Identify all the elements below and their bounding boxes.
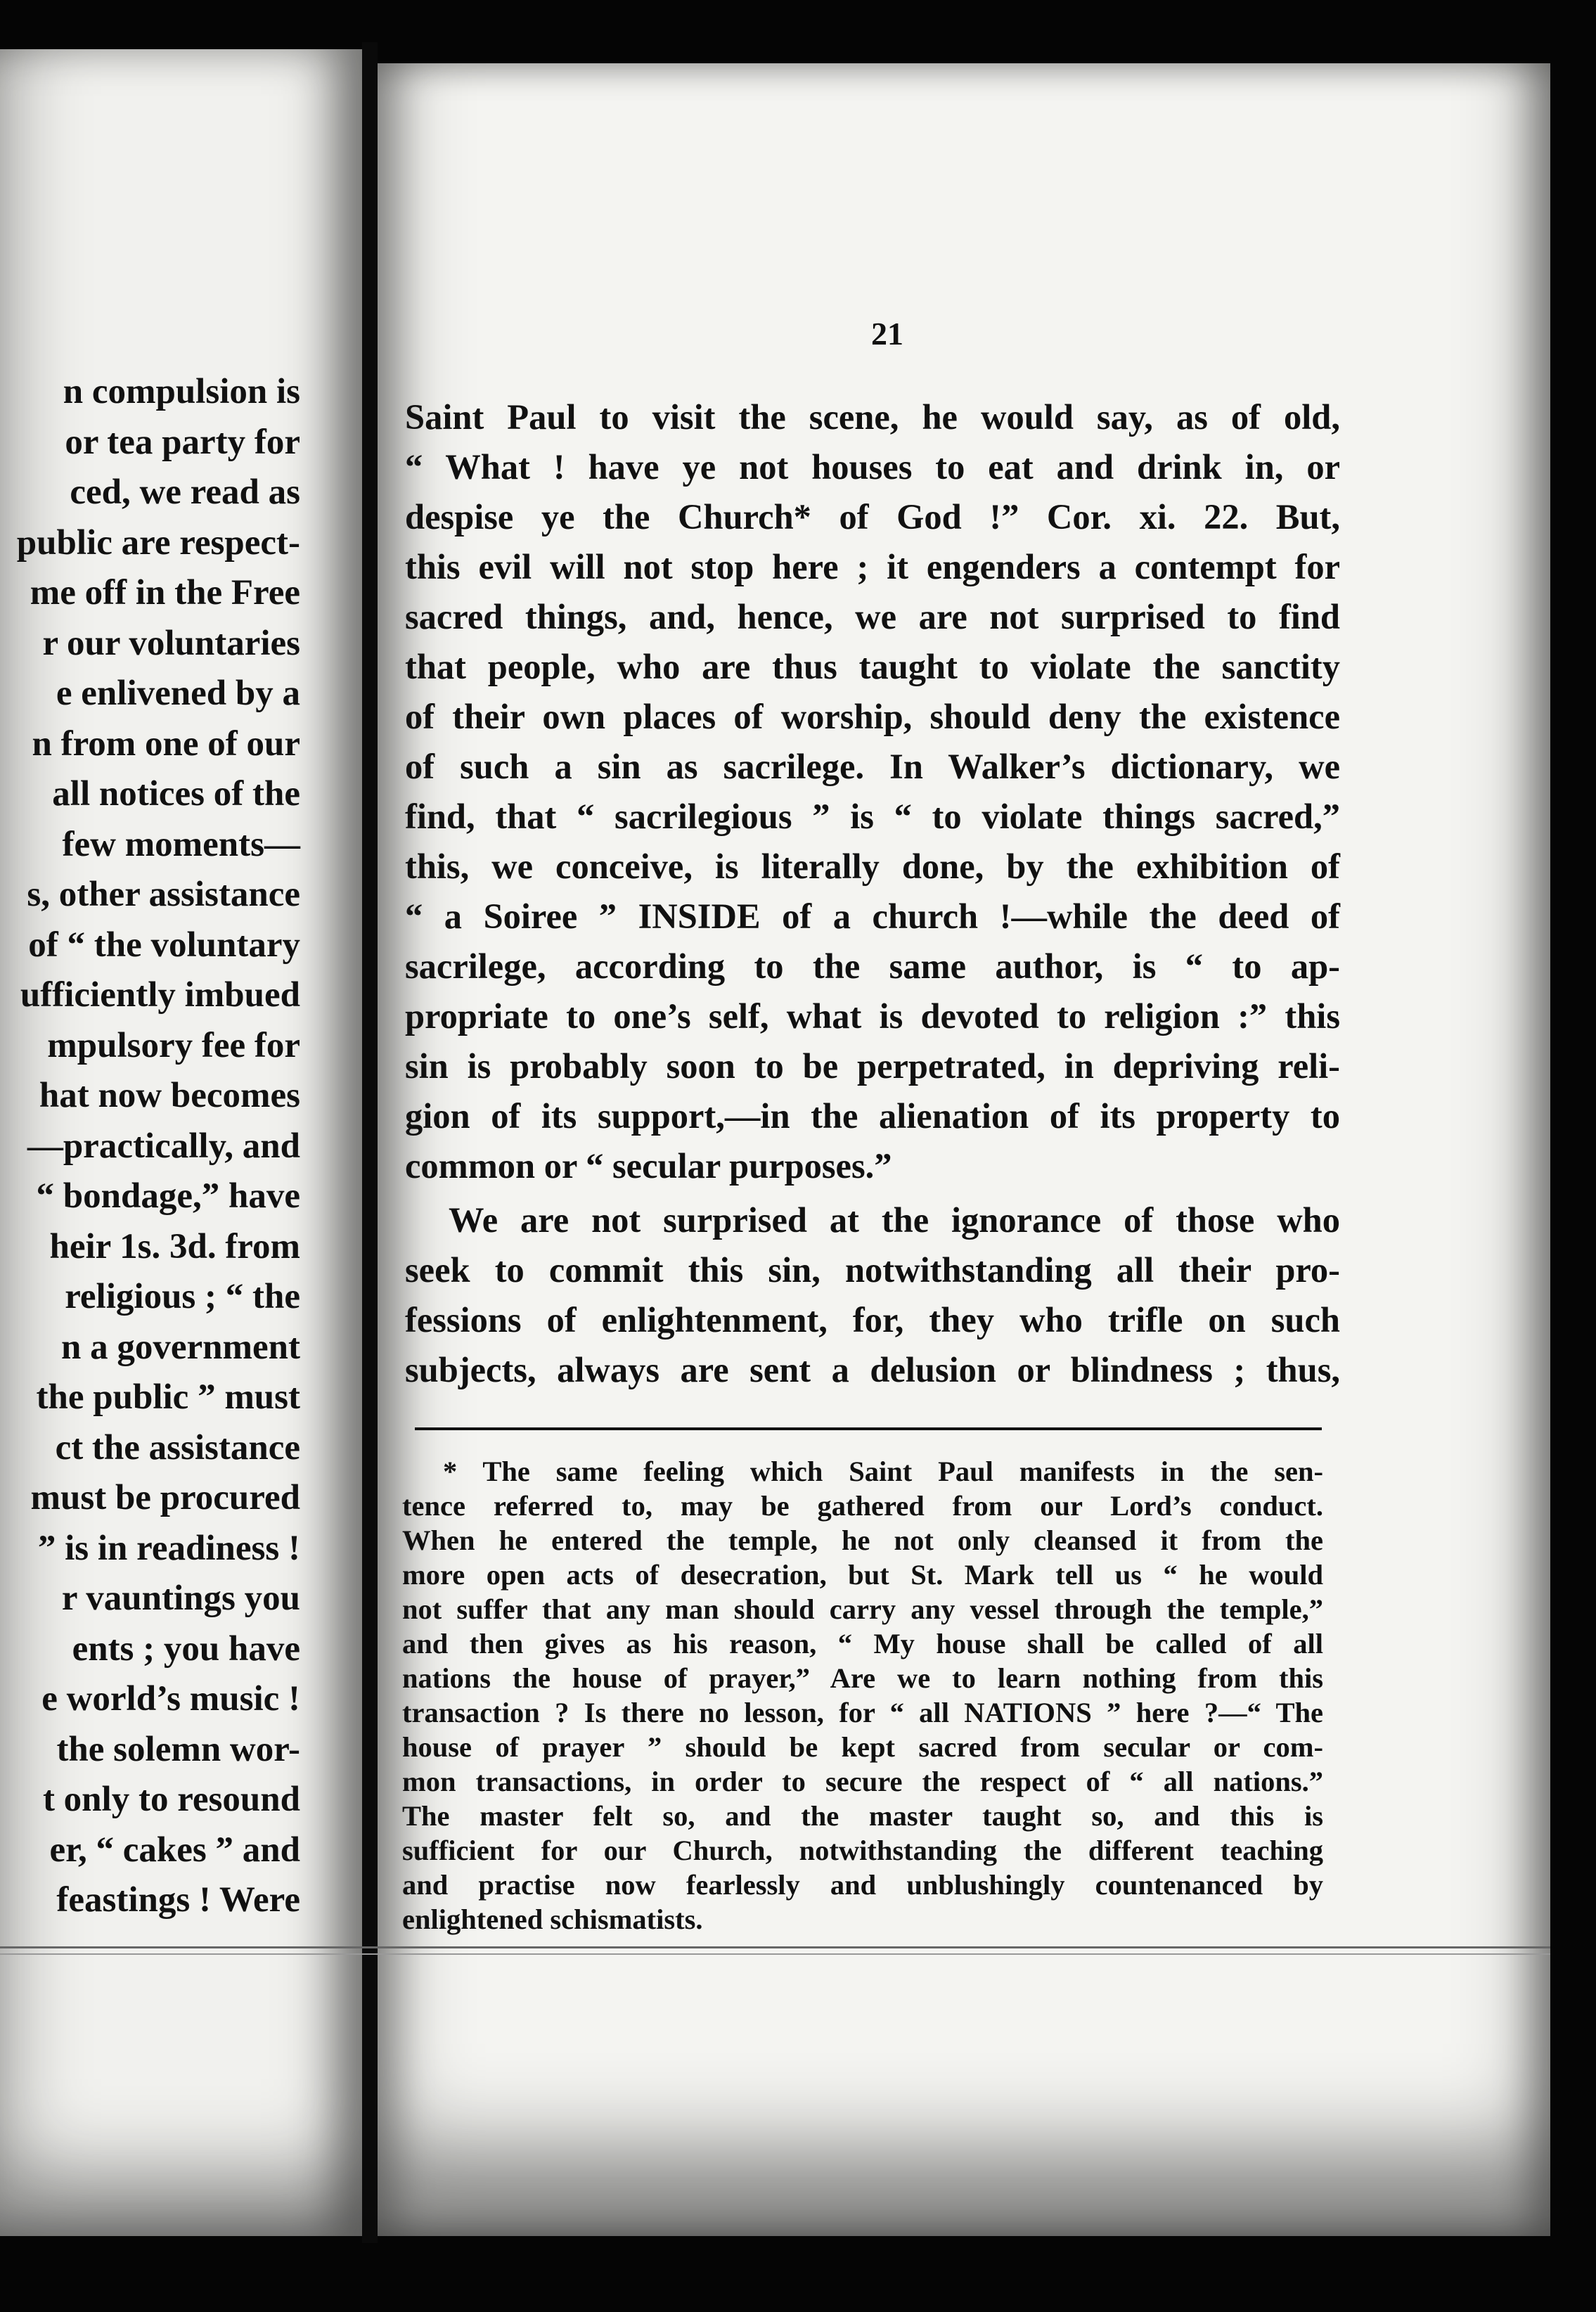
text-line: find, that “ sacrilegious ” is “ to violate things sacred,”: [405, 797, 1340, 836]
left-page-line: the solemn wor-: [56, 1729, 300, 1769]
left-page-line: hat now becomes: [39, 1076, 300, 1115]
page-bottom-rule-secondary: [0, 1953, 1550, 1955]
left-page-line: r vauntings you: [61, 1579, 300, 1618]
footnote-line: * The same feeling which Saint Paul manifests in the sen-: [443, 1456, 1323, 1487]
text-line: sacred things, and, hence, we are not surprised to find: [405, 597, 1340, 636]
left-page-line: all notices of the: [52, 774, 300, 814]
footnote-line: mon transactions, in order to secure the respect of “ all nations.”: [402, 1766, 1323, 1797]
left-page-line: —practically, and: [27, 1126, 300, 1166]
left-page-line: or tea party for: [65, 422, 300, 462]
footnote-line: sufficient for our Church, notwithstanding the different teaching: [402, 1835, 1323, 1866]
text-line: this, we conceive, is literally done, by the exhibition of: [405, 847, 1340, 886]
left-page-line: ct the assistance: [55, 1427, 300, 1468]
left-page-line: ufficiently imbued: [20, 975, 300, 1015]
left-page-line: n compulsion is: [63, 372, 300, 411]
page-number: 21: [871, 316, 903, 352]
left-page-line: r our voluntaries: [42, 623, 300, 663]
book-spine: [362, 42, 378, 2243]
left-page-line: n from one of our: [32, 724, 300, 764]
text-line: that people, who are thus taught to violate the sanctity: [405, 647, 1340, 686]
text-line: despise ye the Church* of God !” Cor. xi. 22. But,: [405, 497, 1340, 537]
footnote-line: tence referred to, may be gathered from our Lord’s conduct.: [402, 1490, 1323, 1522]
text-line: of such a sin as sacrilege. In Walker’s dictionary, we: [405, 747, 1340, 786]
left-page-line: the public ” must: [36, 1377, 300, 1417]
left-page-line: me off in the Free: [30, 573, 300, 612]
left-page-line: er, “ cakes ” and: [49, 1830, 300, 1870]
left-page-line: ” is in readiness !: [37, 1528, 300, 1568]
footnote-line: The master felt so, and the master taught so, and this is: [402, 1800, 1323, 1832]
left-page-line: feastings ! Were: [56, 1880, 300, 1920]
footnote-line: transaction ? Is there no lesson, for “ all NATIONS ” here ?—“ The: [402, 1697, 1323, 1728]
footnote: [402, 1454, 1323, 1937]
footnote-line: more open acts of desecration, but St. Mark tell us “ he would: [402, 1559, 1323, 1591]
left-page-line: few moments—: [62, 824, 300, 864]
footnote-line: enlightened schismatists.: [402, 1903, 703, 1935]
text-line: sin is probably soon to be perpetrated, in depriving reli-: [405, 1046, 1340, 1086]
body-text: [405, 392, 1340, 1395]
text-line: common or “ secular purposes.”: [405, 1146, 892, 1186]
left-page-line: religious ; “ the: [65, 1277, 300, 1316]
text-line: of their own places of worship, should deny the existence: [405, 697, 1340, 736]
footnote-line: nations the house of prayer,” Are we to learn nothing from this: [402, 1662, 1323, 1694]
page-bottom-rule: [0, 1946, 1550, 1948]
text-line: gion of its support,—in the alienation of its property to: [405, 1096, 1340, 1136]
left-page-line: ents ; you have: [72, 1629, 300, 1669]
text-line: subjects, always are sent a delusion or blindness ; thus,: [405, 1350, 1340, 1389]
text-line: We are not surprised at the ignorance of those who: [449, 1200, 1340, 1240]
left-page-text: [0, 367, 300, 1926]
left-page-line: “ bondage,” have: [36, 1176, 300, 1216]
footnote-line: and practise now fearlessly and unblushingly countenanced by: [402, 1869, 1323, 1901]
left-page-line: e enlivened by a: [56, 674, 300, 713]
left-page-line: public are respect-: [16, 522, 300, 563]
left-page-line: s, other assistance: [27, 875, 300, 914]
footnote-line: and then gives as his reason, “ My house shall be called of all: [402, 1628, 1323, 1659]
text-line: sacrilege, according to the same author, is “ to ap-: [405, 946, 1340, 986]
footnote-divider: [415, 1427, 1322, 1430]
left-page-line: e world’s music !: [41, 1679, 300, 1719]
left-page-line: of “ the voluntary: [28, 925, 300, 965]
text-line: fessions of enlightenment, for, they who trifle on such: [405, 1300, 1340, 1340]
text-line: “ a Soiree ” INSIDE of a church !—while the deed of: [405, 897, 1340, 936]
left-page-line: t only to resound: [42, 1780, 300, 1819]
text-line: propriate to one’s self, what is devoted to religion :” this: [405, 996, 1340, 1036]
text-line: this evil will not stop here ; it engenders a contempt for: [405, 547, 1340, 586]
footnote-line: house of prayer ” should be kept sacred from secular or com-: [402, 1731, 1323, 1763]
text-line: seek to commit this sin, notwithstanding all their pro-: [405, 1250, 1340, 1290]
footnote-line: When he entered the temple, he not only cleansed it from the: [402, 1524, 1323, 1556]
paragraph-1: [405, 392, 1340, 1191]
text-line: Saint Paul to visit the scene, he would say, as of old,: [405, 397, 1340, 437]
left-page-line: n a government: [61, 1327, 300, 1367]
left-page: [0, 49, 362, 2236]
left-page-line: ced, we read as: [70, 473, 300, 512]
text-line: “ What ! have ye not houses to eat and drink in, or: [405, 447, 1340, 487]
footnote-line: not suffer that any man should carry any vessel through the temple,”: [402, 1593, 1323, 1625]
paragraph-2: [405, 1195, 1340, 1395]
left-page-line: heir 1s. 3d. from: [49, 1226, 300, 1266]
left-page-line: mpulsory fee for: [47, 1025, 300, 1065]
left-page-line: must be procured: [30, 1478, 300, 1517]
